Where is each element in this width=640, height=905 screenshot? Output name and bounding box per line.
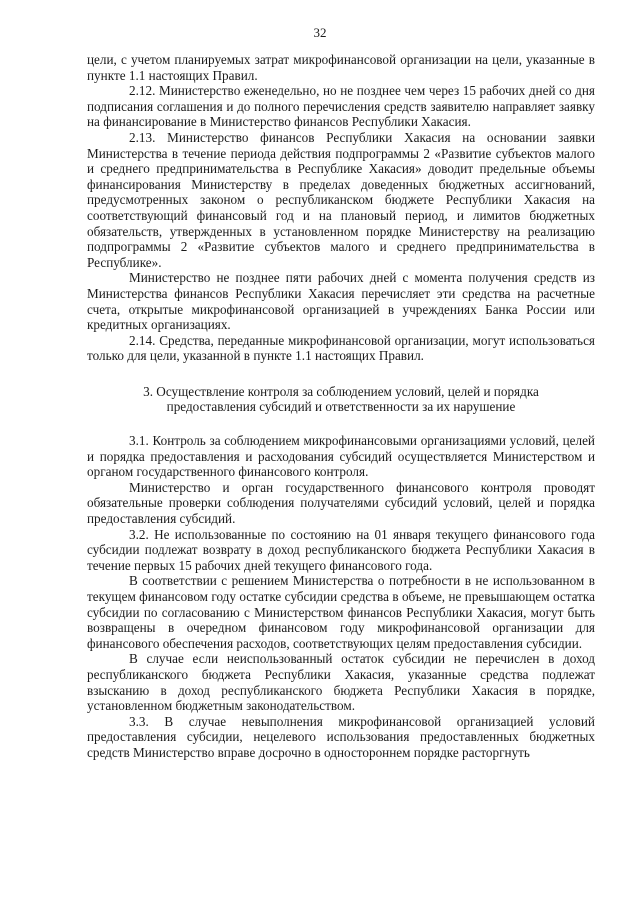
paragraph-p-2-14: 2.14. Средства, переданные микрофинансовой организации, могут использоваться только для цели, указанной в пункте 1.1 настоящих Правил. [87,332,595,364]
paragraphs-before-section [87,52,595,364]
paragraph-p-2-13-b: Министерство не позднее пяти рабочих дней с момента получения средств из Министерства финансов Республики Хакасия перечисляет эти средства на расчетные счета, открытые микрофинансовой организацией в учреждениях Банка России или кредитных организациях. [87,270,595,333]
paragraph-p-3-1-b: Министерство и орган государственного финансового контроля проводят обязательные проверки соблюдения получателями субсидий условий, целей и порядка предоставления субсидий. [87,479,595,527]
paragraph-p-3-1: 3.1. Контроль за соблюдением микрофинансовыми организациями условий, целей и порядка предоставления и расходования субсидий осуществляется Министерством и органом государственного финансового контроля. [87,433,595,480]
section-title: 3. Осуществление контроля за соблюдением условий, целей и порядка предоставления субсидий и ответственности за их нарушение [143,383,539,415]
page-number: 32 [313,25,327,40]
paragraph-p-3-2: 3.2. Не использованные по состоянию на 01 января текущего финансового года субсидии подлежат возврату в доход республиканского бюджета Республики Хакасия в течение первых 15 рабочих дней текущего финансового года. [87,526,595,573]
paragraph-p-3-2-b: В соответствии с решением Министерства о потребности в не использованном в текущем финансовом году остатке субсидии средства в объеме, не превышающем остатка субсидии по согласованию с Министерством финансов Республики Хакасия, могут быть возвращены в очередном финансовом году микрофинансовой организации для финансового обеспечения расходов, соответствующих целям предоставления субсидии. [87,573,595,651]
paragraph-p-3-2-c: В случае если неиспользованный остаток субсидии не перечислен в доход республиканского бюджета Республики Хакасия, указанные средства подлежат взысканию в доход республиканского бюджета Республики Хакасия в порядке, установленном бюджетным законодательством. [87,651,595,714]
paragraph-p-2-12: 2.12. Министерство еженедельно, но не позднее чем через 15 рабочих дней со дня подписания соглашения и до полного перечисления средств заявителю направляет заявку на финансирование в Министерство финансов Республики Хакасия. [87,83,595,130]
paragraphs-after-section [87,433,595,760]
paragraph-p-3-3: 3.3. В случае невыполнения микрофинансовой организацией условий предоставления субсидии, нецелевого использования предоставленных бюджетных средств Министерство вправе досрочно в одностороннем порядке расторгнуть [87,713,595,760]
paragraph-p-2-13: 2.13. Министерство финансов Республики Хакасия на основании заявки Министерства в течение периода действия подпрограммы 2 «Развитие субъектов малого и среднего предпринимательства в Республике Хакасия» доводит предельные объемы финансирования Министерству в пределах доведенных бюджетных ассигнований, предусмотренных законом о республиканском бюджете Республики Хакасия на соответствующий финансовый год и на плановый период, и лимитов бюджетных обязательств, утвержденных в установленном порядке Министерству на реализацию подпрограммы 2 «Развитие субъектов малого и среднего предпринимательства в Республике». [87,129,595,270]
paragraph-p-continuation: цели, с учетом планируемых затрат микрофинансовой организации на цели, указанные в пункте 1.1 настоящих Правил. [87,52,595,83]
document-body [87,52,595,761]
